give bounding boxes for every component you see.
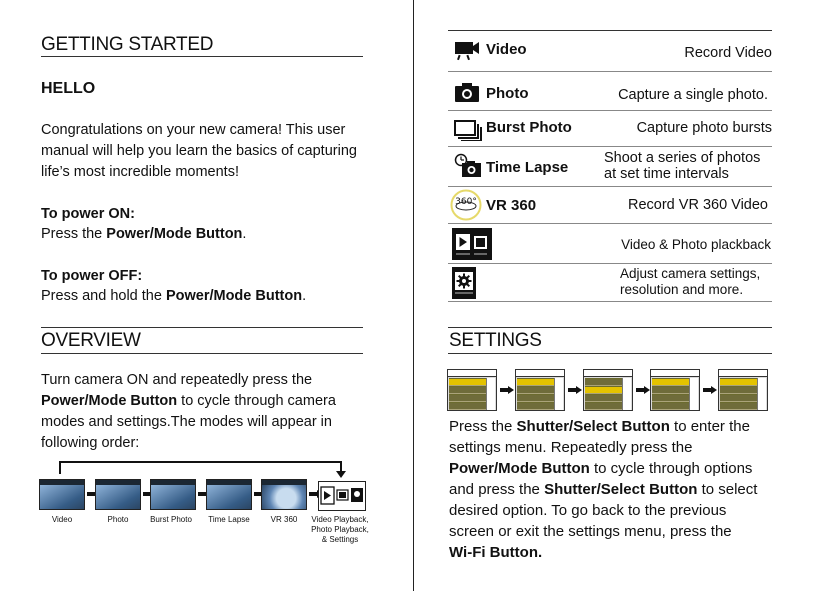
divider: [448, 353, 772, 354]
burst-photo-icon: [454, 117, 482, 141]
settings-screen-4: [650, 369, 700, 411]
mode-description: Capture a single photo.: [618, 87, 768, 103]
video-mode-screen: [39, 479, 85, 510]
mode-name: Burst Photo: [486, 119, 572, 136]
svg-text:360°: 360°: [455, 197, 477, 207]
vr-360-mode-screen: [261, 479, 307, 510]
overview-heading: OVERVIEW: [41, 330, 141, 351]
arrow-right-icon: [568, 386, 582, 394]
mode-row-video: [448, 31, 772, 72]
mode-name: Photo: [486, 85, 529, 102]
settings-line-5: desired option. To go back to the previous: [449, 502, 727, 519]
mode-cycle-bracket: [40, 458, 360, 480]
arrow-right-icon: [636, 386, 650, 394]
power-on-text: Press the Power/Mode Button.: [41, 226, 247, 242]
mode-description: Record VR 360 Video: [628, 197, 768, 213]
mode-row-vr-360: [448, 187, 772, 224]
overview-line-1: Turn camera ON and repeatedly press the: [41, 372, 313, 388]
settings-line-6: screen or exit the settings menu, press the: [449, 523, 732, 540]
power-off-text: Press and hold the Power/Mode Button.: [41, 288, 307, 304]
overview-line-2: Power/Mode Button to cycle through camera: [41, 393, 336, 409]
settings-screen-1: [447, 369, 497, 411]
time-lapse-mode-screen: [206, 479, 252, 510]
settings-heading: SETTINGS: [449, 330, 542, 351]
power-off-title: To power OFF:: [41, 268, 143, 284]
settings-screen-3: [583, 369, 633, 411]
mode-row-time-lapse: [448, 147, 772, 187]
intro-text: Congratulations on your new camera! This user manual will help you learn the basics of capturing life’s most incredible moments!: [41, 122, 357, 180]
mode-description: Record Video: [684, 45, 772, 61]
video-camera-icon: [454, 39, 480, 61]
photo-camera-icon: [454, 81, 480, 103]
power-mode-button-label: Power/Mode Button: [165, 288, 303, 304]
overview-line-3: modes and settings.The modes will appear in: [41, 414, 332, 430]
caption-photo: Photo: [107, 515, 129, 524]
mode-row-playback: [448, 224, 772, 264]
mode-description: Capture photo bursts: [636, 120, 772, 136]
settings-screen-2: [515, 369, 565, 411]
time-lapse-icon: [454, 153, 482, 179]
caption-vr-360: VR 360: [270, 515, 298, 524]
playback-icon: [452, 228, 492, 260]
mode-row-photo: [448, 73, 772, 111]
mode-name: VR 360: [486, 197, 537, 214]
arrow-right-icon: [703, 386, 717, 394]
settings-line-4: and press the Shutter/Select Button to select: [449, 481, 758, 498]
divider: [448, 327, 772, 328]
caption-playback: Video Playback, Photo Playback, & Settings: [311, 515, 369, 544]
photo-mode-screen: [95, 479, 141, 510]
divider: [41, 56, 363, 57]
overview-line-4: following order:: [41, 435, 140, 451]
vr-360-icon: [450, 189, 482, 221]
mode-name: Video: [486, 41, 527, 58]
caption-video: Video: [51, 515, 73, 524]
caption-time-lapse: Time Lapse: [208, 515, 250, 524]
playback-settings-screen: [318, 481, 366, 511]
hello-heading: HELLO: [41, 80, 96, 97]
mode-description: Adjust camera settings, resolution and more.: [620, 266, 761, 297]
power-on-title: To power ON:: [41, 206, 135, 222]
divider: [41, 327, 363, 328]
mode-description: Video & Photo plackback: [621, 237, 771, 252]
settings-screen-5: [718, 369, 768, 411]
settings-line-1: Press the Shutter/Select Button to enter the: [449, 418, 750, 435]
mode-row-burst-photo: [448, 111, 772, 147]
settings-icon: [452, 267, 476, 299]
mode-row-settings: [448, 264, 772, 302]
mode-description: Shoot a series of photos at set time intervals: [604, 150, 761, 182]
mode-name: Time Lapse: [486, 159, 569, 176]
burst-photo-mode-screen: [150, 479, 196, 510]
power-mode-button-label: Power/Mode Button: [106, 226, 243, 242]
settings-line-2: settings menu. Repeatedly press the: [449, 439, 693, 456]
arrow-right-icon: [500, 386, 514, 394]
settings-line-7: Wi-Fi Button.: [449, 544, 543, 561]
settings-line-3: Power/Mode Button to cycle through options: [449, 460, 753, 477]
getting-started-heading: GETTING STARTED: [41, 34, 214, 55]
divider: [41, 353, 363, 354]
caption-burst-photo: Burst Photo: [150, 515, 192, 524]
